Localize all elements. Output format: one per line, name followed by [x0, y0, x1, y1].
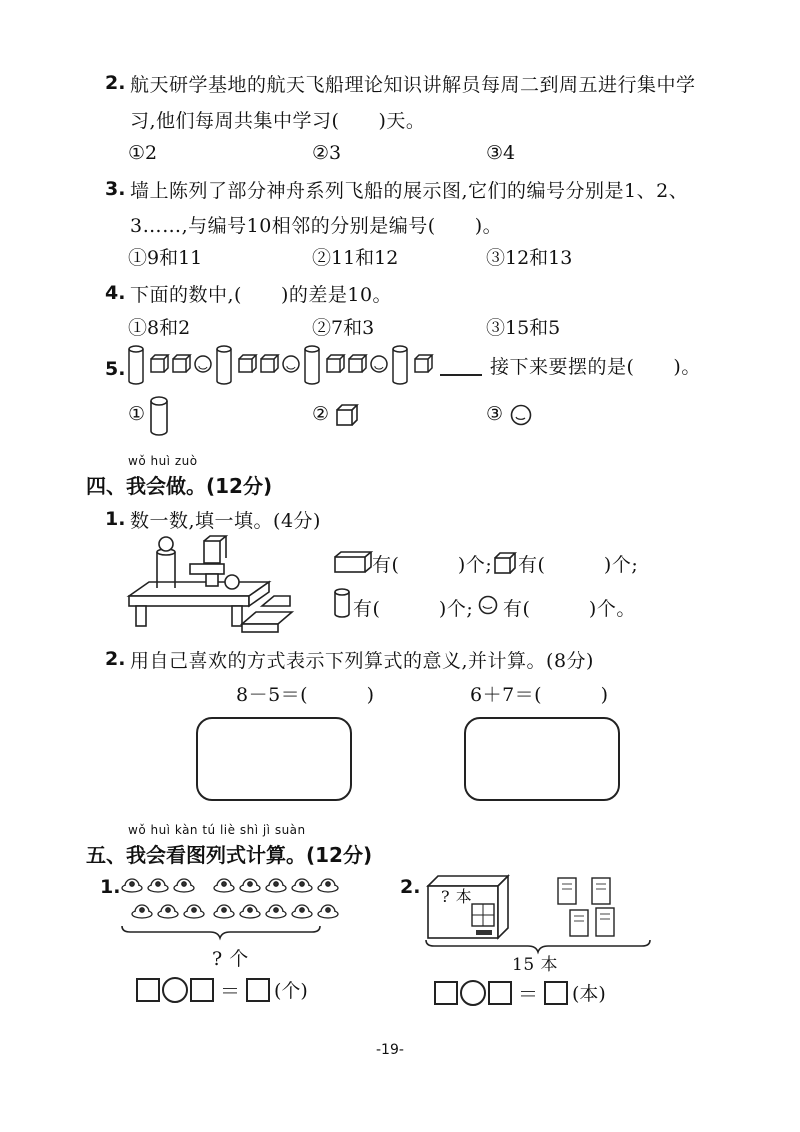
equals-sign: ＝ [220, 979, 240, 1003]
section-4-q1-text: 数一数,填一填。(4分) [130, 510, 321, 532]
bowl-icon-14 [266, 905, 286, 918]
question-5-number: 5. [105, 358, 126, 380]
question-5-option-2: ② [312, 403, 330, 425]
cube-count-icon [494, 552, 518, 576]
bowl-icon-10 [292, 879, 312, 892]
cube-shape-6 [239, 355, 256, 372]
bowl-icon-15 [292, 905, 312, 918]
bowl-icon-6 [184, 905, 204, 918]
question-5-option-1: ① [128, 403, 146, 425]
question-3-option-3: ③12和13 [486, 247, 573, 269]
bowl-icon-2 [148, 879, 168, 892]
q1-blank-2[interactable] [190, 978, 214, 1002]
q2-unit: (本) [572, 983, 606, 1005]
shape-sequence [128, 343, 458, 388]
rectangular-prism-icon [334, 551, 374, 575]
cylinder-icon [150, 396, 172, 438]
bowl-icon-12 [214, 905, 234, 918]
answer-box-2[interactable] [464, 717, 620, 801]
q2-box-label: ? 本 [441, 887, 473, 906]
question-3-text-line2: 3……,与编号10相邻的分别是编号( )。 [130, 215, 503, 237]
cube-shape-7 [261, 355, 278, 372]
sphere-count-label: 有( )个。 [503, 598, 636, 620]
bowl-icon-9 [266, 879, 286, 892]
cube-shape-3 [173, 355, 190, 372]
q2-blank-2[interactable] [488, 981, 512, 1005]
bowl-icon-7 [214, 879, 234, 892]
question-2-text-line1: 航天研学基地的航天飞船理论知识讲解员每周二到周五进行集中学 [130, 74, 696, 96]
question-4-option-2: ②7和3 [312, 317, 375, 339]
equation-1: 8－5＝( ) [236, 684, 375, 706]
sphere-count-icon [478, 594, 500, 616]
question-4-option-1: ①8和2 [128, 317, 191, 339]
section-4-pinyin: wǒ huì zuò [128, 454, 198, 468]
question-3-number: 3. [105, 178, 126, 200]
bowl-icon-16 [318, 905, 338, 918]
section-5-q2-number: 2. [400, 876, 421, 898]
bowl-icon-5 [158, 905, 178, 918]
q1-operator-circle[interactable] [162, 977, 188, 1003]
question-4-option-3: ③15和5 [486, 317, 561, 339]
cylinder-shape-1 [129, 346, 143, 384]
bowl-icon-3 [174, 879, 194, 892]
question-2-text-line2: 习,他们每周共集中学习( )天。 [130, 110, 426, 132]
question-3-option-1: ①9和11 [128, 247, 203, 269]
q2-equation-row [434, 978, 606, 1007]
q1-brace-label: ? 个 [212, 948, 249, 970]
question-2-option-1: ①2 [128, 142, 158, 164]
answer-box-1[interactable] [196, 717, 352, 801]
q2-brace-label: 15 本 [512, 955, 559, 975]
section-4-q2-number: 2. [105, 648, 126, 670]
section-5-q1-number: 1. [100, 876, 121, 898]
answer-blank-line [440, 374, 482, 376]
equation-2: 6＋7＝( ) [470, 684, 609, 706]
cylinder-shape-5 [217, 346, 231, 384]
sphere-shape-8 [283, 356, 299, 372]
block-structure-illustration [124, 536, 294, 636]
sphere-shape-12 [371, 356, 387, 372]
cube-shape-2 [151, 355, 168, 372]
bowl-icon-13 [240, 905, 260, 918]
cube-shape-11 [349, 355, 366, 372]
cylinder-count-label: 有( )个; [353, 598, 474, 620]
question-5-option-3: ③ [486, 403, 504, 425]
cube-shape-10 [327, 355, 344, 372]
bowl-icon-8 [240, 879, 260, 892]
sphere-icon [510, 404, 534, 428]
q1-blank-1[interactable] [136, 978, 160, 1002]
q2-operator-circle[interactable] [460, 980, 486, 1006]
section-4-title: 四、我会做。(12分) [86, 474, 273, 498]
cube-icon [336, 404, 360, 428]
question-5-text: 接下来要摆的是( )。 [490, 356, 701, 378]
cube-count-label: 有( )个; [518, 554, 639, 576]
bowl-icon-1 [122, 879, 142, 892]
q2-blank-1[interactable] [434, 981, 458, 1005]
question-2-option-2: ②3 [312, 142, 342, 164]
question-2-number: 2. [105, 72, 126, 94]
cylinder-count-icon [334, 588, 352, 620]
q1-blank-result[interactable] [246, 978, 270, 1002]
section-5-title: 五、我会看图列式计算。(12分) [86, 843, 373, 867]
question-4-text: 下面的数中,( )的差是10。 [130, 284, 393, 306]
bowl-icon-4 [132, 905, 152, 918]
section-5-pinyin: wǒ huì kàn tú liè shì jì suàn [128, 823, 306, 837]
bowl-groups-illustration [122, 876, 332, 946]
cube-shape-14 [415, 355, 432, 372]
section-4-q2-text: 用自己喜欢的方式表示下列算式的意义,并计算。(8分) [130, 650, 594, 672]
bowl-icon-11 [318, 879, 338, 892]
q1-equation-row [136, 975, 308, 1004]
question-2-option-3: ③4 [486, 142, 516, 164]
question-3-text-line1: 墙上陈列了部分神舟系列飞船的展示图,它们的编号分别是1、2、 [130, 180, 689, 202]
cylinder-shape-13 [393, 346, 407, 384]
rectangular-prism-count-label: 有( )个; [372, 554, 493, 576]
q2-blank-result[interactable] [544, 981, 568, 1005]
question-4-number: 4. [105, 282, 126, 304]
section-4-q1-number: 1. [105, 508, 126, 530]
page-number: -19- [376, 1042, 404, 1058]
equals-sign-2: ＝ [518, 982, 538, 1006]
sphere-shape-4 [195, 356, 211, 372]
cylinder-shape-9 [305, 346, 319, 384]
q1-unit: (个) [274, 980, 308, 1002]
question-3-option-2: ②11和12 [312, 247, 399, 269]
